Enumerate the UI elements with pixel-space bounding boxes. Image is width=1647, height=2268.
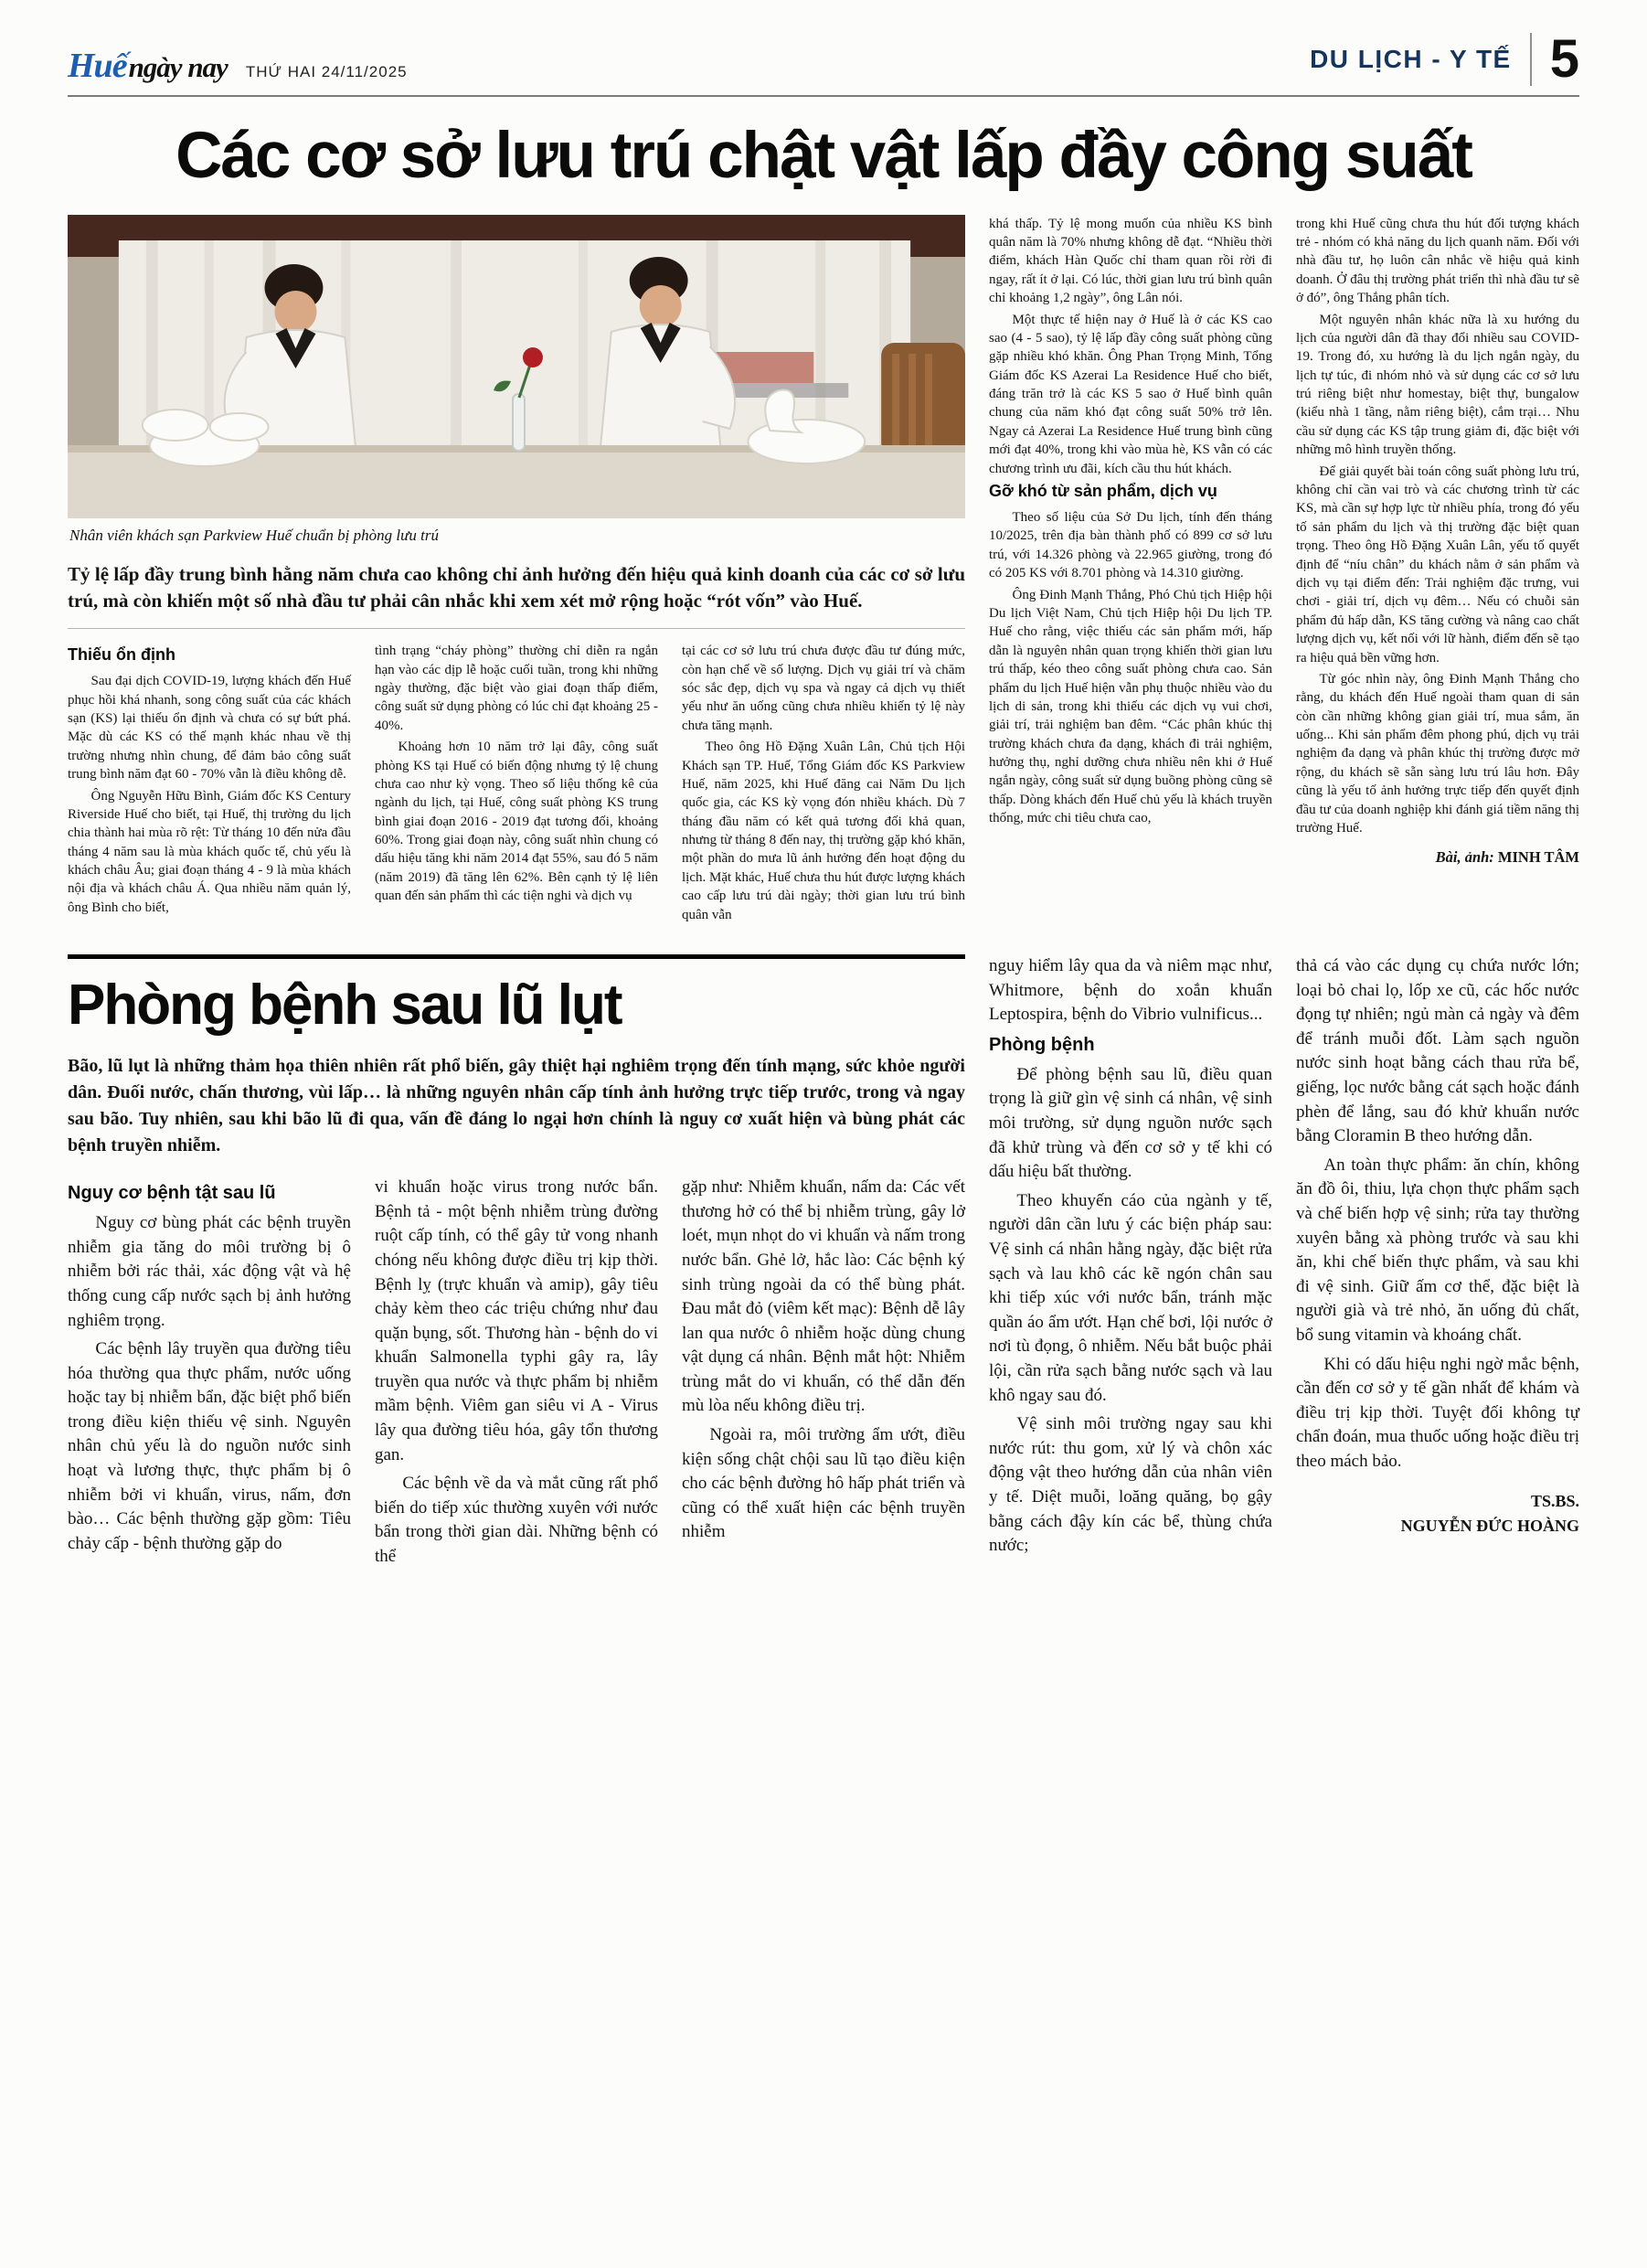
section-divider — [1530, 33, 1532, 86]
rattan-chair — [881, 343, 965, 456]
article2-headline: Phòng bệnh sau lũ lụt — [68, 974, 622, 1038]
masthead — [68, 29, 1579, 97]
article2-subhead-2: Phòng bệnh — [989, 1034, 1095, 1055]
paragraph: Theo ông Hồ Đặng Xuân Lân, Chủ tịch Hội Khách sạn TP. Huế, Tổng Giám đốc KS Parkview Huế, năm 2025, khi Huế đăng cai Năm Du lịch quốc gia, các KS kỳ vọng đón nhiều khách. Dù 7 tháng đầu năm có kết quả tương đối khả quan, nhưng từ tháng 8 đến nay, thị trường gặp khó khăn, một phần do mưa lũ ảnh hưởng đến hoạt động du lịch. Mặt khác, Huế chưa thu hút được lượng khách cao cấp lưu trú dài ngày; thời gian lưu trú bình quân vẫn — [682, 740, 965, 922]
paragraph: Từ góc nhìn này, ông Đinh Mạnh Thắng cho rằng, du khách đến Huế ngoài tham quan di sản còn cần những không gian giải trí, mua sắm, ăn uống... Khi sản phẩm đêm phong phú, dịch vụ trải nghiệm đa dạng và phân khúc thị trường được mở rộng, du khách sẽ sẵn sàng lưu trú lâu hơn. Đây cũng là yếu tố ảnh hưởng trực tiếp đến quyết định đầu tư của doanh nghiệp khi đánh giá tiềm năng thị trường Huế. — [1296, 671, 1579, 836]
paragraph: khá thấp. Tỷ lệ mong muốn của nhiều KS bình quân năm là 70% nhưng không dễ đạt. “Nhiều thời điểm, khách Hàn Quốc chỉ tham quan rồi rời đi ngay, rất ít ở lại. Có lúc, thời gian lưu trú bình quân chỉ khoảng 1,2 ngày”, ông Lân nói. — [989, 216, 1272, 306]
paragraph: trong khi Huế cũng chưa thu hút đối tượng khách trẻ - nhóm có khả năng du lịch quanh năm. Đối với nhà đầu tư, họ luôn cân nhắc về hiệu quả kinh doanh. Ở đâu thị trường phát triển thì nhà đầu tư sẽ ở đó”, ông Thắng phân tích. — [1296, 216, 1579, 306]
paragraph: thả cá vào các dụng cụ chứa nước lớn; loại bỏ chai lọ, lốp xe cũ, các hốc nước đọng tự nhiên; ngủ màn cả ngày và đêm để tránh muỗi đốt. Làm sạch nguồn nước sinh hoạt bằng cách thau rửa bể, giếng, lọc nước bằng cát sạch hoặc đánh phèn để lắng, sau đó khử khuẩn nước bằng Cloramin B theo hướng dẫn. — [1296, 956, 1579, 1146]
paragraph: gặp như: Nhiễm khuẩn, nấm da: Các vết thương hở có thể bị nhiễm trùng, gây lở loét, mụn nhọt do vi khuẩn và nấm trong nước bẩn. Ghẻ lở, hắc lào: Các bệnh ký sinh trùng ngoài da có thể bùng phát. Đau mắt đỏ (viêm kết mạc): Bệnh dễ lây lan qua nước ô nhiễm hoặc dùng chung vật dụng cá nhân. Bệnh mắt hột: Nhiễm trùng mắt do vi khuẩn, có thể dẫn đến mù lòa nếu không điều trị. — [682, 1177, 965, 1416]
article1-column-5 — [1296, 215, 1579, 927]
article1-photo — [68, 215, 965, 518]
article2-byline — [1296, 1489, 1579, 1539]
paragraph: nguy hiểm lây qua da và niêm mạc như, Whitmore, bệnh do xoắn khuẩn Leptospira, bệnh do Vibrio vulnificus... — [989, 956, 1272, 1025]
article2-left-block — [68, 954, 965, 1574]
paragraph: Ngoài ra, môi trường ẩm ướt, điều kiện sống chật chội sau lũ tạo điều kiện cho các bệnh đường hô hấp phát triển và cũng có thể xuất hiện các bệnh truyền nhiễm — [682, 1425, 965, 1542]
masthead-left — [68, 46, 408, 86]
article1-columns-left — [68, 642, 965, 927]
paragraph: Một thực tế hiện nay ở Huế là ở các KS cao sao (4 - 5 sao), tỷ lệ lấp đầy công suất phòng cũng gặp nhiều khó khăn. Ông Phan Trọng Minh, Tổng Giám đốc KS Azerai La Residence Huế cho biết, đáng trăn trở là các KS 5 sao ở Huế bình quân chung của năm khó đạt công suất 50% trở lên. Ngay cả Azerai La Residence Huế trung bình cũng mới đạt 40%, trong khi vào mùa hè, KS vẫn có các chương trình ưu đãi, kích cầu thu hút khách. — [989, 312, 1272, 476]
newspaper-logo — [68, 46, 228, 86]
byline-author: MINH TÂM — [1497, 848, 1579, 867]
byline-title: TS.BS. — [1530, 1491, 1579, 1510]
article1-subhead-1: Thiếu ổn định — [68, 645, 175, 665]
paragraph: Theo số liệu của Sở Du lịch, tính đến tháng 10/2025, trên địa bàn thành phố có 899 cơ sở lưu trú, với 14.326 phòng và 22.965 giường, trong đó có 205 KS với 8.701 phòng và 14.310 giường. — [989, 510, 1272, 581]
paragraph: vi khuẩn hoặc virus trong nước bẩn. Bệnh tả - một bệnh nhiễm trùng đường ruột cấp tính, có thể gây tử vong nhanh chóng nếu không được điều trị kịp thời. Bệnh lỵ (trực khuẩn và amip), gây tiêu chảy kèm theo các triệu chứng như đau quặn bụng, sốt. Thương hàn - bệnh do vi khuẩn Salmonella typhi gây ra, lây truyền qua nước và thực phẩm bị nhiễm mầm bệnh. Viêm gan siêu vi A - Virus lây qua đường tiêu hóa, gây tổn thương gan. — [375, 1177, 658, 1464]
paragraph: Các bệnh về da và mắt cũng rất phổ biến do tiếp xúc thường xuyên với nước bẩn trong thời gian dài. Những bệnh có thể — [375, 1474, 658, 1567]
article2-body — [68, 954, 1579, 1574]
brand-hue: Huế — [68, 47, 127, 85]
paragraph: An toàn thực phẩm: ăn chín, không ăn đồ ôi, thiu, lựa chọn thực phẩm sạch và chế biến hợp vệ sinh; rửa tay thường xuyên bằng xà phòng trước và sau khi ăn, khi chế biến thực phẩm, và sau khi đi vệ sinh. Giữ ấm cơ thể, đặc biệt là người già và trẻ nhỏ, ăn uống đủ chất, bổ sung vitamin và khoáng chất. — [1296, 1155, 1579, 1345]
issue-date: THỨ HAI 24/11/2025 — [245, 63, 408, 80]
article2-columns-left — [68, 1176, 965, 1574]
paragraph: Ông Đinh Mạnh Thắng, Phó Chủ tịch Hiệp hội Du lịch Việt Nam, Chủ tịch Hiệp hội Du lịch TP. Huế cho rằng, việc thiếu các sản phẩm mới, hấp dẫn là nguyên nhân quan trọng khiến thời gian lưu trú thấp, kéo theo công suất phòng chưa cao. Sản phẩm du lịch Huế hiện vẫn phụ thuộc nhiều vào du lịch di sản, trong khi thiếu các dịch vụ vui chơi, giải trí, trải nghiệm ban đêm. “Các phân khúc thị trường khách chưa đa dạng, khách đi trải nghiệm, hưởng thụ, nghỉ dưỡng chưa nhiều nên khi ở Huế ngắn ngày, công suất sử dụng buồng phòng cũng sẽ thấp. Dòng khách đến Huế chủ yếu là khách truyền thống, mức chi tiêu chưa cao, — [989, 587, 1272, 826]
article-accommodation — [68, 122, 1579, 927]
paragraph: Khi có dấu hiệu nghi ngờ mắc bệnh, cần đến cơ sở y tế gần nhất để khám và điều trị kịp thời. Tuyệt đối không tự chẩn đoán, mua thuốc uống hoặc điều trị theo mách bảo. — [1296, 1354, 1579, 1471]
paragraph: Nguy cơ bùng phát các bệnh truyền nhiễm gia tăng do môi trường bị ô nhiễm bởi rác thải, xác động vật và hệ thống cung cấp nước sạch bị ảnh hưởng nghiêm trọng. — [68, 1213, 351, 1330]
article1-subhead-2: Gỡ khó từ sản phẩm, dịch vụ — [989, 482, 1217, 501]
article1-column-1 — [68, 642, 351, 927]
paragraph: Sau đại dịch COVID-19, lượng khách đến Huế phục hồi khá nhanh, song công suất của các khách sạn (KS) lại thiếu ổn định và chưa có sự bứt phá. Mặc dù các KS có thế mạnh khác nhau về thị trường nhưng nhìn chung, để đảm bảo công suất trung bình năm đạt 60 - 70% vẫn là điều không dễ. — [68, 674, 351, 783]
article1-column-4 — [989, 215, 1272, 927]
masthead-right — [1310, 29, 1579, 89]
article1-column-2 — [375, 642, 658, 927]
byline-author: NGUYỄN ĐỨC HOÀNG — [1400, 1516, 1579, 1535]
article1-figure — [68, 215, 965, 545]
article2-subhead-1: Nguy cơ bệnh tật sau lũ — [68, 1183, 276, 1204]
section-title: DU LỊCH - Y TẾ — [1310, 45, 1512, 73]
byline-prefix: Bài, ảnh: — [1435, 848, 1494, 867]
article2-column-3 — [682, 1176, 965, 1574]
paragraph: tình trạng “cháy phòng” thường chỉ diễn ra ngắn hạn vào các dịp lễ hoặc cuối tuần, trong khi những ngày thường, đặc biệt vào giai đoạn thấp điểm, công suất sử dụng phòng có lúc chỉ đạt khoảng 25 - 40%. — [375, 644, 658, 733]
hotel-room-illustration — [68, 215, 965, 518]
lead-divider — [68, 628, 965, 629]
paragraph: Các bệnh lây truyền qua đường tiêu hóa thường qua thực phẩm, nước uống hoặc tay bị nhiễm bẩn, đặc biệt phổ biến trong điều kiện thiếu vệ sinh. Nguyên nhân chủ yếu là do nguồn nước sinh hoạt và lương thực, thực phẩm bị ô nhiễm bởi vi khuẩn, virus, nấm, đơn bào… Các bệnh thường gặp gồm: Tiêu chảy cấp - bệnh thường gặp do — [68, 1339, 351, 1553]
paragraph: Để phòng bệnh sau lũ, điều quan trọng là giữ gìn vệ sinh cá nhân, vệ sinh môi trường, sử dụng nguồn nước sạch đã khử trùng và đến cơ sở y tế khi có dấu hiệu bất thường. — [989, 1064, 1272, 1182]
article2-column-4 — [989, 954, 1272, 1574]
paragraph: tại các cơ sở lưu trú chưa được đầu tư đúng mức, còn hạn chế về số lượng. Dịch vụ giải trí và chăm sóc sắc đẹp, dịch vụ spa và ngay cả dịch vụ thiết yếu như ăn uống cũng chưa nhiều khiến tỷ lệ này chưa tăng mạnh. — [682, 644, 965, 733]
paragraph: Ông Nguyễn Hữu Bình, Giám đốc KS Century Riverside Huế cho biết, tại Huế, thị trường du lịch chia thành hai mùa rõ rệt: Từ tháng 10 đến nửa đầu tháng 4 năm sau là mùa khách quốc tế, chủ yếu là khách châu Âu; giai đoạn tháng 4 - 9 là mùa khách nội địa và khách châu Á. Qua nhiều năm quản lý, ông Bình cho biết, — [68, 788, 351, 915]
article1-body — [68, 215, 1579, 927]
paragraph: Theo khuyến cáo của ngành y tế, người dân cần lưu ý các biện pháp sau: Vệ sinh cá nhân hằng ngày, đặc biệt rửa sạch và lau khô các kẽ ngón chân sau khi tiếp xúc với nước bẩn, tránh mặc quần áo ẩm ướt. Hạn chế bơi, lội nước ở nơi tù đọng, ô nhiễm. Nếu bắt buộc phải lội, cần rửa sạch bằng nước sạch và lau khô ngay sau đó. — [989, 1190, 1272, 1405]
article2-column-5 — [1296, 954, 1579, 1574]
paragraph: Để giải quyết bài toán công suất phòng lưu trú, không chỉ cần vai trò và các chương trình từ các KS, mà cần sự hợp lực từ nhiều phía, trong đó yếu tố sản phẩm du lịch và thị trường đặc biệt quan trọng. Theo ông Hồ Đặng Xuân Lân, yếu tố quyết định để “níu chân” du khách nằm ở sản phẩm và dịch vụ tại điểm đến: Trải nghiệm đặc trưng, vui chơi - giải trí, dịch vụ đêm… Nếu có chuỗi sản phẩm đủ hấp dẫn, KS tăng cường và nâng cao chất lượng dịch vụ, kết nối với lữ hành, điểm đến sẽ tạo ra hiệu quả bền vững hơn. — [1296, 463, 1579, 665]
paragraph: Một nguyên nhân khác nữa là xu hướng du lịch của người dân đã thay đổi nhiều sau COVID-19. Trong đó, xu hướng là du lịch ngắn ngày, du lịch tự túc, đi nhóm nhỏ và sử dụng các cơ sở lưu trú riêng biệt như homestay, biệt thự, bungalow (kiểu nhà 1 tầng, nằm riêng biệt), cắm trại… Nhu cầu sử dụng các KS tập trung giảm đi, đặc biệt với những mô hình truyền thống. — [1296, 312, 1579, 458]
article2-lead: Bão, lũ lụt là những thảm họa thiên nhiên rất phổ biến, gây thiệt hại nghiêm trọng đến tính mạng, sức khỏe người dân. Đuối nước, chấn thương, vùi lấp… là những nguyên nhân cấp tính ảnh hưởng trực tiếp trước, trong và ngay sau bão. Tuy nhiên, sau khi bão lũ đi qua, vấn đề đáng lo ngại hơn chính là nguy cơ xuất hiện và bùng phát các bệnh truyền nhiễm. — [68, 1056, 965, 1156]
folded-towels-left — [143, 410, 269, 466]
article1-lead: Tỷ lệ lấp đầy trung bình hằng năm chưa cao không chỉ ảnh hưởng đến hiệu quả kinh doanh của các cơ sở lưu trú, mà còn khiến một số nhà đầu tư phải cân nhắc khi xem xét mở rộng hoặc “rót vốn” vào Huế. — [68, 562, 965, 612]
article1-column-3 — [682, 642, 965, 927]
brand-rest: ngày nay — [128, 51, 228, 83]
article2-column-2 — [375, 1176, 658, 1574]
paragraph: Khoảng hơn 10 năm trở lại đây, công suất phòng KS tại Huế có biến động nhưng tỷ lệ chung chưa cao như kỳ vọng. Theo số liệu thống kê của ngành du lịch, tại Huế, công suất phòng KS trung bình giai đoạn 2016 - 2019 đạt tương đối, khoảng 60%. Trong giai đoạn này, công suất nhìn chung có dấu hiệu tăng khi năm 2014 đạt 55%, sau đó 5 năm (năm 2019) đã tăng lên 62%. Bên cạnh tỷ lệ liên quan đến sản phẩm thì các tiện nghi và dịch vụ — [375, 740, 658, 904]
photo-caption: Nhân viên khách sạn Parkview Huế chuẩn bị phòng lưu trú — [69, 526, 439, 544]
page-number: 5 — [1549, 29, 1579, 89]
article1-byline — [1296, 848, 1579, 867]
article1-left-block — [68, 215, 965, 927]
article1-headline: Các cơ sở lưu trú chật vật lấp đầy công suất — [175, 120, 1472, 192]
article2-column-1 — [68, 1176, 351, 1574]
article-flood-disease — [68, 954, 1579, 1574]
paragraph: Vệ sinh môi trường ngay sau khi nước rút: thu gom, xử lý và chôn xác động vật theo hướng dẫn của nhân viên y tế. Diệt muỗi, loăng quăng, bọ gậy bằng cách đậy kín các bể, thùng chứa nước; — [989, 1414, 1272, 1556]
